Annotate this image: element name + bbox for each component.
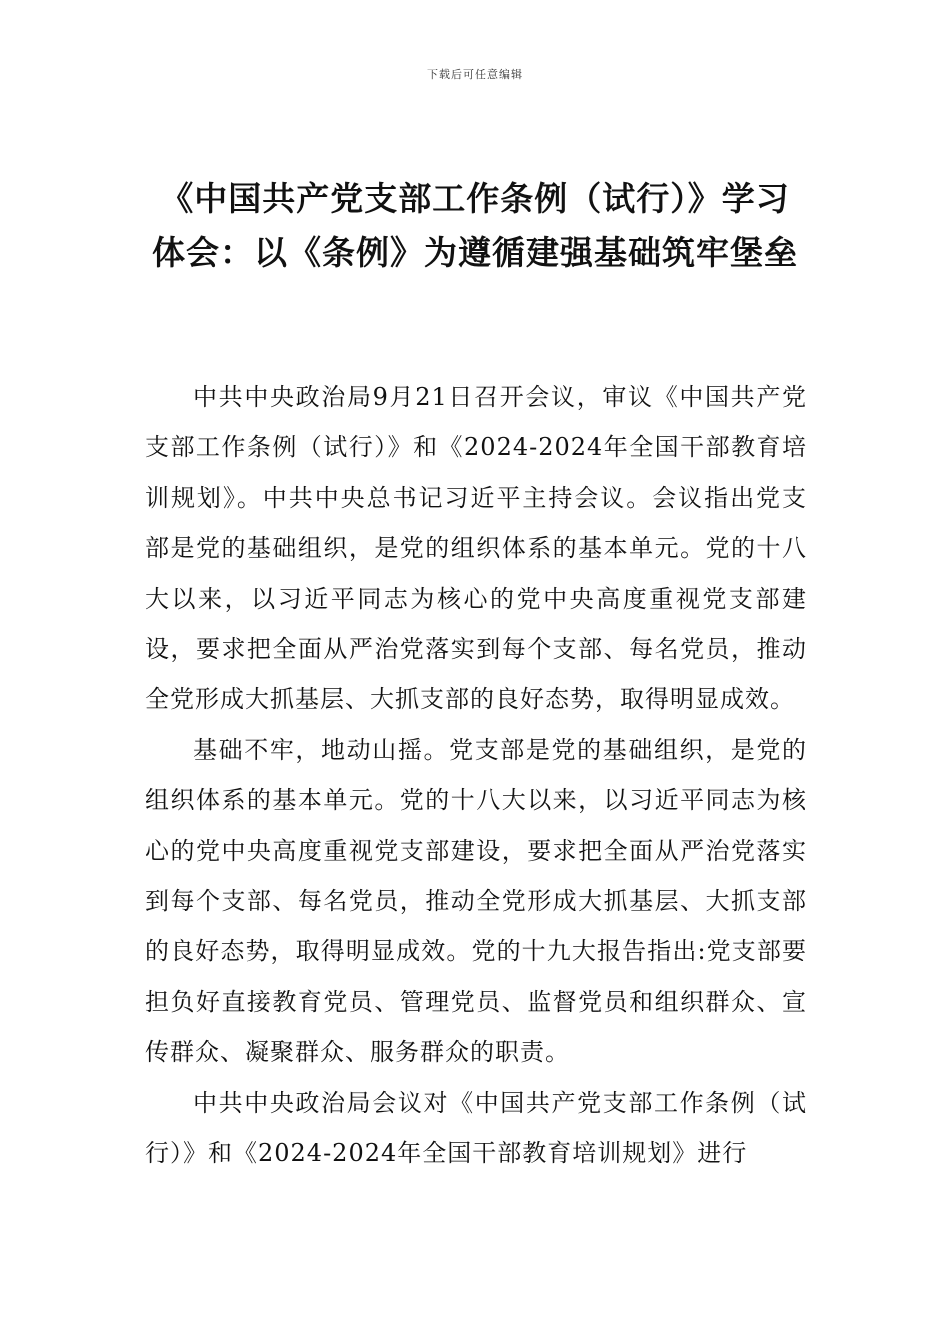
document-body [145,372,807,1179]
paragraph-2: 基础不牢，地动山摇。党支部是党的基础组织，是党的组织体系的基本单元。党的十八大以来，以习近平同志为核心的党中央高度重视党支部建设，要求把全面从严治党落实到每个支部、每名党员，推动全党形成大抓基层、大抓支部的良好态势，取得明显成效。党的十九大报告指出:党支部要担负好直接教育党员、管理党员、监督党员和组织群众、宣传群众、凝聚群众、服务群众的职责。 [145,735,807,1067]
paragraph-3: 中共中央政治局会议对《中国共产党支部工作条例（试行）》和《2024-2024年全国干部教育培训规划》进行 [145,1088,807,1168]
paragraph-1: 中共中央政治局9月21日召开会议，审议《中国共产党支部工作条例（试行）》和《2024-2024年全国干部教育培训规划》。中共中央总书记习近平主持会议。会议指出党支部是党的基础组织，是党的组织体系的基本单元。党的十八大以来，以习近平同志为核心的党中央高度重视党支部建设，要求把全面从严治党落实到每个支部、每名党员，推动全党形成大抓基层、大抓支部的良好态势，取得明显成效。 [145,383,807,714]
document-title: 《中国共产党支部工作条例（试行）》学习体会：以《条例》为遵循建强基础筑牢堡垒 [152,179,798,272]
header-note: 下载后可任意编辑 [427,68,523,81]
